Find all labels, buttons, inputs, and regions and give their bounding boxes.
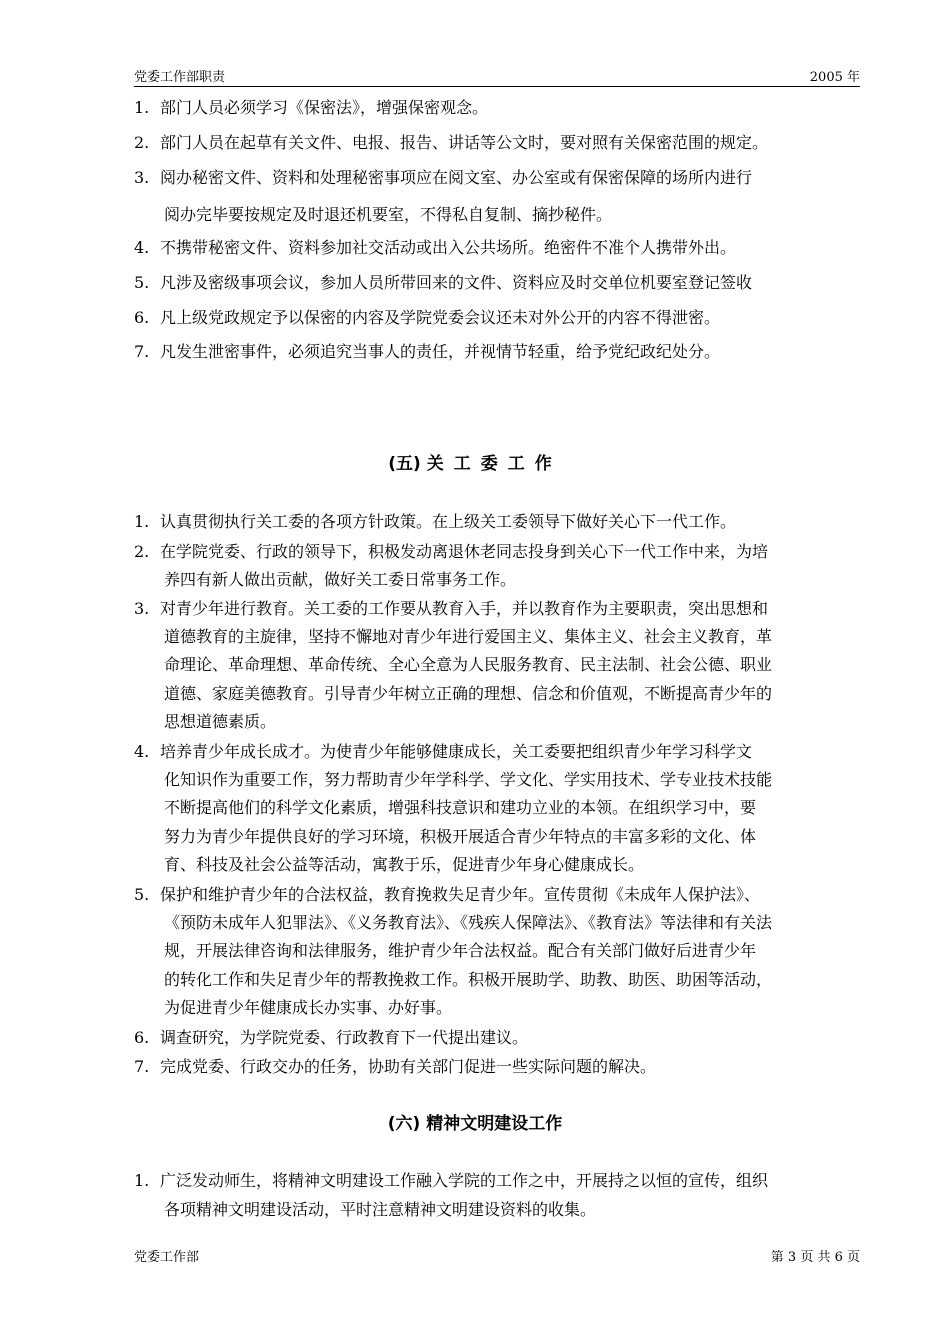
list-item: 4. 不携带秘密文件、资料参加社交活动或出入公共场所。绝密件不准个人携带外出。 [134, 238, 737, 257]
list-item-cont: 各项精神文明建设活动，平时注意精神文明建设资料的收集。 [164, 1200, 597, 1219]
list-item-cont: 不断提高他们的科学文化素质，增强科技意识和建功立业的本领。在组织学习中，要 [164, 798, 757, 817]
list-item-cont: 道德教育的主旋律，坚持不懈地对青少年进行爱国主义、集体主义、社会主义教育，革 [164, 627, 773, 646]
list-item: 2. 部门人员在起草有关文件、电报、报告、讲话等公文时，要对照有关保密范围的规定。 [134, 133, 769, 152]
page-header [134, 66, 860, 87]
list-item: 3. 对青少年进行教育。关工委的工作要从教育入手，并以教育作为主要职责，突出思想和 [134, 599, 769, 618]
list-item: 5. 凡涉及密级事项会议，参加人员所带回来的文件、资料应及时交单位机要室登记签收 [134, 273, 753, 292]
list-item: 1. 认真贯彻执行关工委的各项方针政策。在上级关工委领导下做好关心下一代工作。 [134, 512, 737, 531]
list-item: 4. 培养青少年成长成才。为使青少年能够健康成长，关工委要把组织青少年学习科学文 [134, 742, 753, 761]
list-item: 2. 在学院党委、行政的领导下，积极发动离退休老同志投身到关心下一代工作中来，为培 [134, 542, 769, 561]
list-item: 5. 保护和维护青少年的合法权益，教育挽救失足青少年。宣传贯彻《未成年人保护法》、 [134, 885, 761, 904]
page-footer [134, 1246, 860, 1266]
list-item: 6. 凡上级党政规定予以保密的内容及学院党委会议还未对外公开的内容不得泄密。 [134, 308, 721, 327]
list-item: 7. 凡发生泄密事件，必须追究当事人的责任，并视情节轻重，给予党纪政纪处分。 [134, 342, 721, 361]
list-item-cont: 为促进青少年健康成长办实事、办好事。 [164, 998, 453, 1017]
list-item: 1. 部门人员必须学习《保密法》，增强保密观念。 [134, 98, 489, 117]
footer-dept: 党委工作部 [134, 1250, 200, 1265]
list-item-cont: 阅办完毕要按规定及时退还机要室，不得私自复制、摘抄秘件。 [164, 205, 613, 224]
list-item-cont: 命理论、革命理想、革命传统、全心全意为人民服务教育、民主法制、社会公德、职业 [164, 655, 773, 674]
section-title: (六) 精神文明建设工作 [387, 1114, 563, 1134]
list-item: 3. 阅办秘密文件、资料和处理秘密事项应在阅文室、办公室或有保密保障的场所内进行 [134, 168, 753, 187]
list-item-cont: 的转化工作和失足青少年的帮教挽救工作。积极开展助学、助教、助医、助困等活动， [164, 970, 773, 989]
list-item-cont: 《预防未成年人犯罪法》、《义务教育法》、《残疾人保障法》、《教育法》等法律和有关法 [164, 913, 773, 932]
list-item-cont: 思想道德素质。 [164, 712, 277, 731]
list-item-cont: 化知识作为重要工作，努力帮助青少年学科学、学文化、学实用技术、学专业技术技能 [164, 770, 773, 789]
list-item-cont: 努力为青少年提供良好的学习环境，积极开展适合青少年特点的丰富多彩的文化、体 [164, 827, 757, 846]
list-item: 7. 完成党委、行政交办的任务，协助有关部门促进一些实际问题的解决。 [134, 1057, 657, 1076]
page-number: 第 3 页 共 6 页 [770, 1250, 860, 1265]
list-item-cont: 道德、家庭美德教育。引导青少年树立正确的理想、信念和价值观，不断提高青少年的 [164, 684, 773, 703]
section-title: (五) 关工委工作 [388, 454, 562, 474]
header-year: 2005 年 [809, 70, 860, 85]
list-item: 6. 调查研究，为学院党委、行政教育下一代提出建议。 [134, 1028, 529, 1047]
list-item-cont: 养四有新人做出贡献，做好关工委日常事务工作。 [164, 570, 517, 589]
list-item-cont: 育、科技及社会公益等活动，寓教于乐，促进青少年身心健康成长。 [164, 855, 645, 874]
list-item: 1. 广泛发动师生，将精神文明建设工作融入学院的工作之中，开展持之以恒的宣传，组织 [134, 1171, 769, 1190]
header-title: 党委工作部职责 [134, 70, 226, 85]
list-item-cont: 规，开展法律咨询和法律服务，维护青少年合法权益。配合有关部门做好后进青少年 [164, 941, 757, 960]
